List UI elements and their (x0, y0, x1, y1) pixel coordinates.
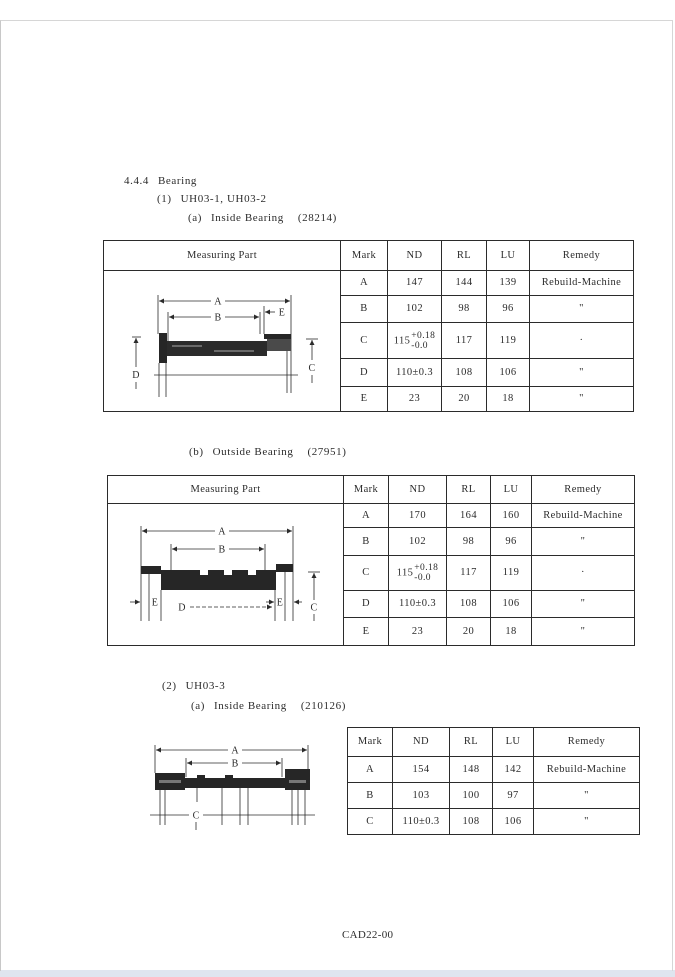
section-number: 4.4.4 (124, 175, 149, 187)
dimension-e-left (130, 598, 158, 609)
header-mark: Mark (344, 476, 389, 504)
header-lu: LU (491, 476, 532, 504)
header-mark: Mark (348, 728, 393, 757)
cell-mark: D (341, 359, 388, 387)
title-index: (a) (191, 700, 206, 712)
bearing-flange (159, 333, 167, 363)
title-code: (210126) (300, 700, 347, 712)
header-rl: RL (442, 241, 487, 271)
cell-nd: 102 (388, 296, 442, 323)
title-code: (28214) (297, 212, 337, 224)
cell-lu: 106 (493, 809, 534, 835)
cell-remedy: " (530, 387, 634, 412)
dimension-b (187, 759, 281, 770)
cell-rl: 20 (442, 387, 487, 412)
label-c: C (308, 363, 316, 374)
bearing-lip (264, 334, 291, 339)
cell-nd: 23 (389, 618, 447, 646)
bearing-body (141, 564, 293, 590)
cell-nd: 103 (393, 783, 450, 809)
outside-bearing-27951-diagram (108, 504, 343, 645)
cell-rl: 100 (450, 783, 493, 809)
table-row (348, 757, 640, 783)
measuring-part-diagram-cell (108, 504, 344, 646)
cell-lu: 96 (491, 528, 532, 556)
dimension-c (308, 572, 320, 621)
group-1-name: UH03-1, UH03-2 (180, 193, 267, 205)
cell-nd: 110±0.3 (393, 809, 450, 835)
cell-nd: 154 (393, 757, 450, 783)
header-rl: RL (450, 728, 493, 757)
cell-remedy: " (530, 296, 634, 323)
cell-rl: 117 (442, 323, 487, 359)
header-nd: ND (389, 476, 447, 504)
dimension-c (306, 339, 318, 383)
cell-lu: 96 (487, 296, 530, 323)
cell-nd-tolerance (388, 323, 442, 359)
cell-rl: 108 (447, 591, 491, 618)
table-row (104, 271, 634, 296)
bearing-end (267, 339, 291, 351)
dimension-b (169, 313, 259, 324)
header-lu: LU (487, 241, 530, 271)
nd-base: 115 (393, 334, 411, 346)
group-2-name: UH03-3 (185, 680, 226, 692)
cell-mark: B (344, 528, 389, 556)
cell-mark: C (348, 809, 393, 835)
header-remedy: Remedy (534, 728, 640, 757)
inside-bearing-28214-title (188, 212, 337, 225)
dimension-e (265, 308, 285, 319)
cell-mark: A (344, 504, 389, 528)
cell-rl: 20 (447, 618, 491, 646)
cell-rl: 108 (442, 359, 487, 387)
bearing-texture (159, 780, 181, 783)
label-d: D (178, 602, 186, 614)
title-name: Inside Bearing (214, 700, 287, 712)
nd-upper: +0.18 (411, 330, 436, 341)
table-row (108, 504, 635, 528)
label-c: C (192, 810, 200, 822)
cell-mark: D (344, 591, 389, 618)
cell-mark: B (348, 783, 393, 809)
nd-lower: -0.0 (411, 340, 428, 351)
nd-tolerance (414, 563, 438, 583)
label-d: D (132, 370, 140, 381)
label-e: E (278, 307, 286, 319)
inside-bearing-28214-diagram (104, 271, 340, 411)
label-b: B (231, 758, 239, 770)
header-nd: ND (393, 728, 450, 757)
label-e: E (151, 597, 159, 609)
header-lu: LU (493, 728, 534, 757)
bore-lines (154, 351, 298, 397)
bearing-texture (214, 350, 254, 352)
cell-mark: E (344, 618, 389, 646)
cell-remedy: " (532, 591, 635, 618)
cell-lu: 142 (493, 757, 534, 783)
nd-base: 115 (396, 567, 414, 579)
cell-lu: 18 (487, 387, 530, 412)
cell-lu: 106 (487, 359, 530, 387)
table-header-row (104, 241, 634, 271)
cell-mark: C (341, 323, 388, 359)
header-nd: ND (388, 241, 442, 271)
cell-remedy: · (530, 323, 634, 359)
inside-bearing-210126-table (347, 727, 640, 835)
cell-nd: 102 (389, 528, 447, 556)
nd-lower: -0.0 (414, 573, 431, 583)
nd-tolerance (411, 331, 435, 351)
inside-bearing-28214-table (103, 240, 634, 412)
title-index: (a) (188, 212, 203, 224)
cell-rl: 144 (442, 271, 487, 296)
label-e: E (276, 597, 284, 609)
cell-remedy: " (530, 359, 634, 387)
header-remedy: Remedy (532, 476, 635, 504)
dimension-c (150, 811, 315, 831)
cell-mark: A (341, 271, 388, 296)
cell-mark: A (348, 757, 393, 783)
title-name: Outside Bearing (212, 446, 294, 458)
outside-bearing-27951-table (107, 475, 635, 646)
cell-nd: 23 (388, 387, 442, 412)
group-1-title (157, 193, 267, 206)
title-index: (b) (189, 446, 204, 458)
cell-rl: 98 (447, 528, 491, 556)
cell-rl: 164 (447, 504, 491, 528)
cell-rl: 117 (447, 556, 491, 591)
header-measuring-part: Measuring Part (108, 476, 344, 504)
label-c: C (310, 602, 318, 614)
label-a: A (218, 526, 226, 538)
dimension-a (159, 297, 290, 308)
bearing-band (167, 341, 267, 356)
cell-rl: 98 (442, 296, 487, 323)
dimension-a (142, 527, 292, 538)
table-row (348, 809, 640, 835)
cell-remedy: Rebuild-Machine (530, 271, 634, 296)
bearing-body (159, 333, 291, 363)
inside-bearing-210126-title (191, 700, 346, 713)
nd-upper: +0.18 (414, 563, 439, 573)
bearing-shell (155, 769, 310, 790)
cell-nd: 110±0.3 (389, 591, 447, 618)
cell-remedy: " (532, 618, 635, 646)
cell-lu: 119 (491, 556, 532, 591)
cell-remedy: Rebuild-Machine (534, 757, 640, 783)
group-2-title (162, 680, 225, 693)
cell-nd: 170 (389, 504, 447, 528)
cell-remedy: " (534, 809, 640, 835)
label-a: A (214, 296, 222, 308)
cell-lu: 18 (491, 618, 532, 646)
cell-nd: 147 (388, 271, 442, 296)
bearing-texture (289, 780, 306, 783)
cell-nd-tolerance (389, 556, 447, 591)
title-code: (27951) (307, 446, 347, 458)
bore-lines (160, 788, 305, 825)
cell-lu: 97 (493, 783, 534, 809)
cell-remedy: " (534, 783, 640, 809)
measuring-part-diagram-cell (104, 271, 341, 412)
cell-remedy: Rebuild-Machine (532, 504, 635, 528)
label-b: B (218, 544, 226, 556)
dimension-a (156, 746, 307, 757)
table-header-row (348, 728, 640, 757)
cell-mark: B (341, 296, 388, 323)
label-a: A (231, 745, 239, 757)
cell-remedy: " (532, 528, 635, 556)
label-b: B (214, 312, 222, 324)
cell-rl: 148 (450, 757, 493, 783)
cell-lu: 119 (487, 323, 530, 359)
cell-mark: E (341, 387, 388, 412)
bearing-texture (172, 345, 202, 347)
group-2-index: (2) (162, 680, 177, 692)
cell-lu: 106 (491, 591, 532, 618)
dimension-b (172, 545, 264, 556)
outside-bearing-27951-title (189, 446, 346, 459)
header-rl: RL (447, 476, 491, 504)
cell-lu: 139 (487, 271, 530, 296)
inside-bearing-210126-diagram (145, 740, 325, 835)
title-name: Inside Bearing (211, 212, 284, 224)
cell-rl: 108 (450, 809, 493, 835)
section-name: Bearing (158, 175, 198, 187)
page-footer-code: CAD22-00 (342, 929, 394, 941)
group-1-index: (1) (157, 193, 172, 205)
dimension-d (132, 337, 141, 389)
header-mark: Mark (341, 241, 388, 271)
cell-remedy: · (532, 556, 635, 591)
table-header-row (108, 476, 635, 504)
cell-lu: 160 (491, 504, 532, 528)
bearing-body (155, 769, 310, 790)
section-heading (124, 175, 197, 188)
cell-mark: C (344, 556, 389, 591)
header-measuring-part: Measuring Part (104, 241, 341, 271)
table-row (348, 783, 640, 809)
cell-nd: 110±0.3 (388, 359, 442, 387)
header-remedy: Remedy (530, 241, 634, 271)
dimension-d (178, 603, 272, 614)
